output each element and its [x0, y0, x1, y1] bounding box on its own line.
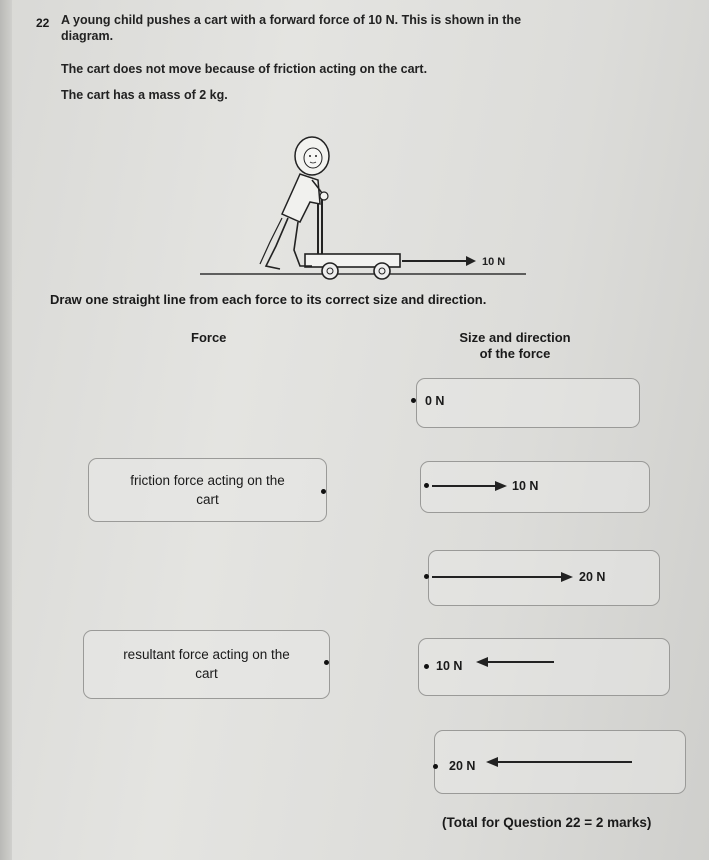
option-label-0n: 0 N [425, 394, 445, 408]
option-label-10n-right: 10 N [512, 479, 539, 493]
question-intro: A young child pushes a cart with a forward force of 10 N. This is shown in the diagram. [61, 13, 522, 43]
option-box-0n[interactable] [416, 378, 640, 428]
force-dot-resultant[interactable] [324, 660, 329, 665]
option-label-20n-right: 20 N [579, 570, 606, 584]
question-number: 22 [36, 16, 50, 30]
child-coat [282, 174, 320, 222]
left-arrow-icon [484, 755, 634, 769]
option-label-20n-left: 20 N [449, 759, 476, 773]
option-dot-20n-left[interactable] [433, 764, 438, 769]
right-arrow-icon [432, 479, 510, 493]
page-edge [0, 0, 12, 860]
left-arrow-icon [474, 655, 556, 669]
instruction: Draw one straight line from each force to its correct size and direction. [50, 292, 487, 307]
option-dot-20n-right[interactable] [424, 574, 429, 579]
cart-wheel-front [322, 263, 338, 279]
question-line-friction: The cart does not move because of friction acting on the cart. [61, 62, 428, 76]
option-dot-10n-right[interactable] [424, 483, 429, 488]
option-label-10n-left: 10 N [436, 659, 463, 673]
question-line-mass: The cart has a mass of 2 kg. [61, 88, 228, 102]
force-box-friction[interactable]: friction force acting on the cart [88, 458, 327, 522]
option-dot-10n-left[interactable] [424, 664, 429, 669]
option-dot-0n[interactable] [411, 398, 416, 403]
force-column-header: Force [191, 330, 227, 345]
diagram-force-label: 10 N [482, 256, 506, 268]
child-pushing-cart-diagram [200, 132, 530, 292]
force-box-resultant[interactable]: resultant force acting on the cart [83, 630, 330, 699]
size-column-header: Size and direction of the force [459, 330, 571, 361]
right-arrow-icon [432, 570, 576, 584]
total-marks: (Total for Question 22 = 2 marks) [442, 815, 652, 830]
force-dot-friction[interactable] [321, 489, 326, 494]
cart-wheel-back [374, 263, 390, 279]
